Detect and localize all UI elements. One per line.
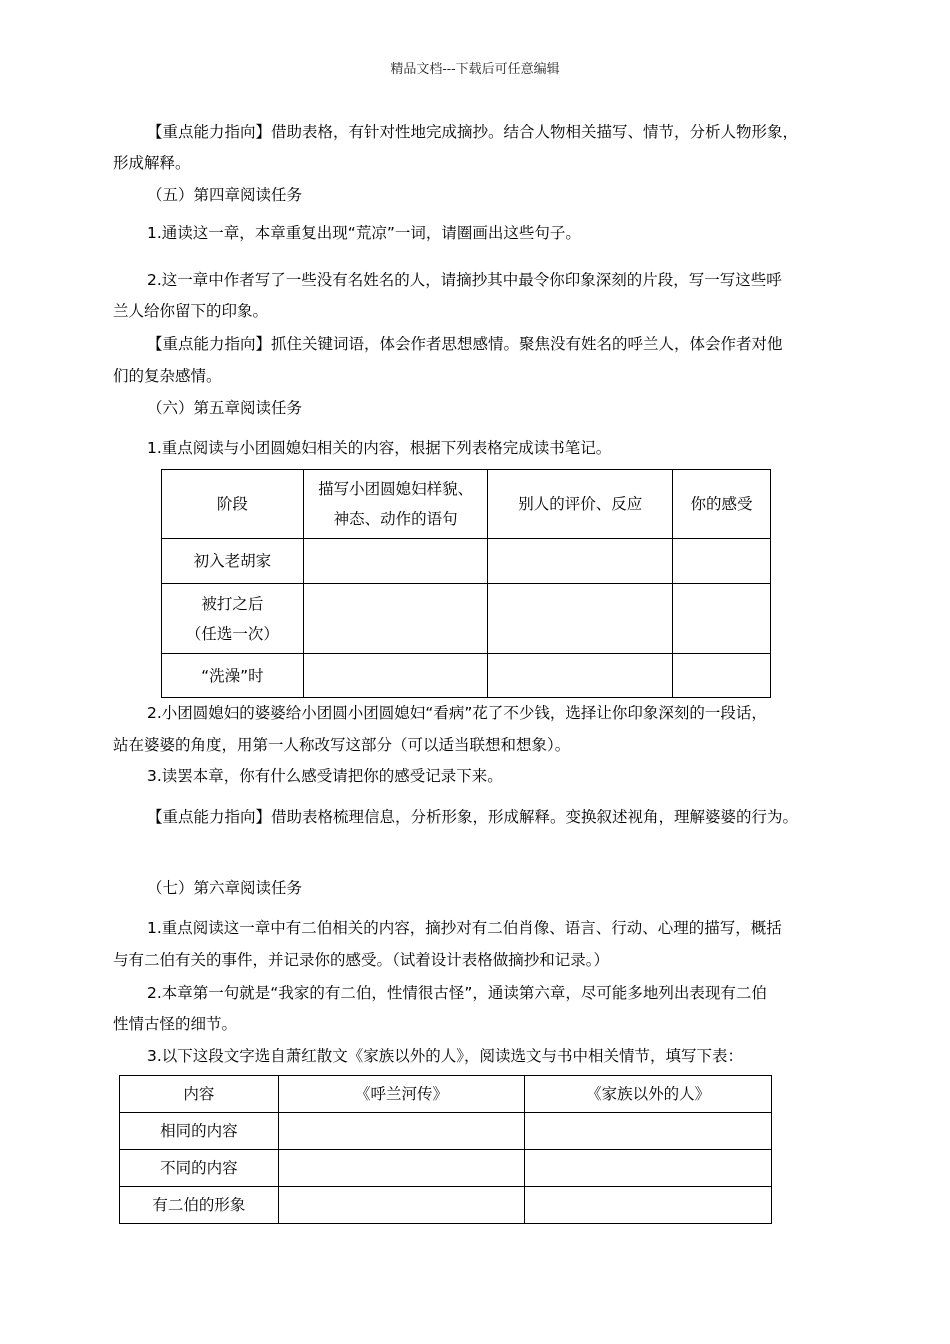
table-header-cell: 《家族以外的人》 [525, 1076, 772, 1113]
task-item: 1.重点阅读与小团圆媳妇相关的内容，根据下列表格完成读书笔记。 [147, 439, 612, 457]
task-item: 3.以下这段文字选自萧红散文《家族以外的人》，阅读选文与书中相关情节，填写下表： [147, 1047, 744, 1065]
row-label: 有二伯的形象 [120, 1187, 279, 1224]
page-header: 精品文档---下载后可任意编辑 [390, 62, 560, 77]
task-item: 2.本章第一句就是“我家的有二伯，性情很古怪”，通读第六章，尽可能多地列出表现有二伯 [147, 984, 767, 1002]
paragraph-line: 性情古怪的细节。 [113, 1015, 238, 1033]
paragraph-line: 与有二伯有关的事件，并记录你的感受。（试着设计表格做摘抄和记录。） [113, 951, 610, 969]
empty-cell[interactable] [673, 654, 771, 698]
paragraph-line: 站在婆婆的角度，用第一人称改写这部分（可以适当联想和想象）。 [113, 736, 571, 754]
paragraph-line: 们的复杂感情。 [113, 367, 222, 385]
paragraph-line: 【重点能力指向】抓住关键词语，体会作者思想感情。聚焦没有姓名的呼兰人，体会作者对他 [147, 335, 783, 353]
empty-cell[interactable] [525, 1187, 772, 1224]
empty-cell[interactable] [488, 584, 673, 654]
empty-cell[interactable] [303, 584, 488, 654]
row-label-line: （任选一次） [185, 624, 279, 643]
row-label: 相同的内容 [120, 1113, 279, 1150]
table-header-cell: 别人的评价、反应 [488, 470, 673, 539]
empty-cell[interactable] [525, 1113, 772, 1150]
row-label [162, 584, 304, 654]
empty-cell[interactable] [278, 1150, 525, 1187]
section-heading: （五）第四章阅读任务 [147, 186, 303, 204]
paragraph-line: 兰人给你留下的印象。 [113, 302, 269, 320]
table-header-cell: 阶段 [162, 470, 304, 539]
table-header-cell: 《呼兰河传》 [278, 1076, 525, 1113]
row-label: “洗澡”时 [162, 654, 304, 698]
task-item: 2.小团圆媳妇的婆婆给小团圆小团圆媳妇“看病”花了不少钱，选择让你印象深刻的一段话， [147, 704, 767, 722]
row-label: 不同的内容 [120, 1150, 279, 1187]
empty-cell[interactable] [525, 1150, 772, 1187]
row-label-line: 被打之后 [201, 594, 264, 613]
paragraph-line: 【重点能力指向】借助表格，有针对性地完成摘抄。结合人物相关描写、情节，分析人物形象， [147, 123, 799, 141]
reading-notes-table [161, 469, 771, 698]
empty-cell[interactable] [673, 539, 771, 584]
empty-cell[interactable] [673, 584, 771, 654]
empty-cell[interactable] [278, 1113, 525, 1150]
task-item: 3.读罢本章，你有什么感受请把你的感受记录下来。 [147, 767, 503, 785]
task-item: 1.通读这一章，本章重复出现“荒凉”一词，请圈画出这些句子。 [147, 224, 581, 242]
empty-cell[interactable] [303, 654, 488, 698]
empty-cell[interactable] [303, 539, 488, 584]
table-header-cell [303, 470, 488, 539]
paragraph-line: 形成解释。 [113, 154, 191, 172]
empty-cell[interactable] [278, 1187, 525, 1224]
row-label: 初入老胡家 [162, 539, 304, 584]
header-line: 描写小团圆媳妇样貌、 [318, 480, 474, 498]
table-header-cell: 内容 [120, 1076, 279, 1113]
table-header-cell: 你的感受 [673, 470, 771, 539]
empty-cell[interactable] [488, 654, 673, 698]
paragraph-line: 【重点能力指向】借助表格梳理信息，分析形象，形成解释。变换叙述视角，理解婆婆的行为。 [147, 808, 799, 826]
section-heading: （六）第五章阅读任务 [147, 399, 303, 417]
empty-cell[interactable] [488, 539, 673, 584]
task-item: 2.这一章中作者写了一些没有名姓名的人，请摘抄其中最令你印象深刻的片段，写一写这些呼 [147, 271, 782, 289]
header-line: 神态、动作的语句 [333, 510, 458, 528]
task-item: 1.重点阅读这一章中有二伯相关的内容，摘抄对有二伯肖像、语言、行动、心理的描写，概括 [147, 919, 782, 937]
section-heading: （七）第六章阅读任务 [147, 879, 303, 897]
comparison-table [119, 1075, 772, 1224]
